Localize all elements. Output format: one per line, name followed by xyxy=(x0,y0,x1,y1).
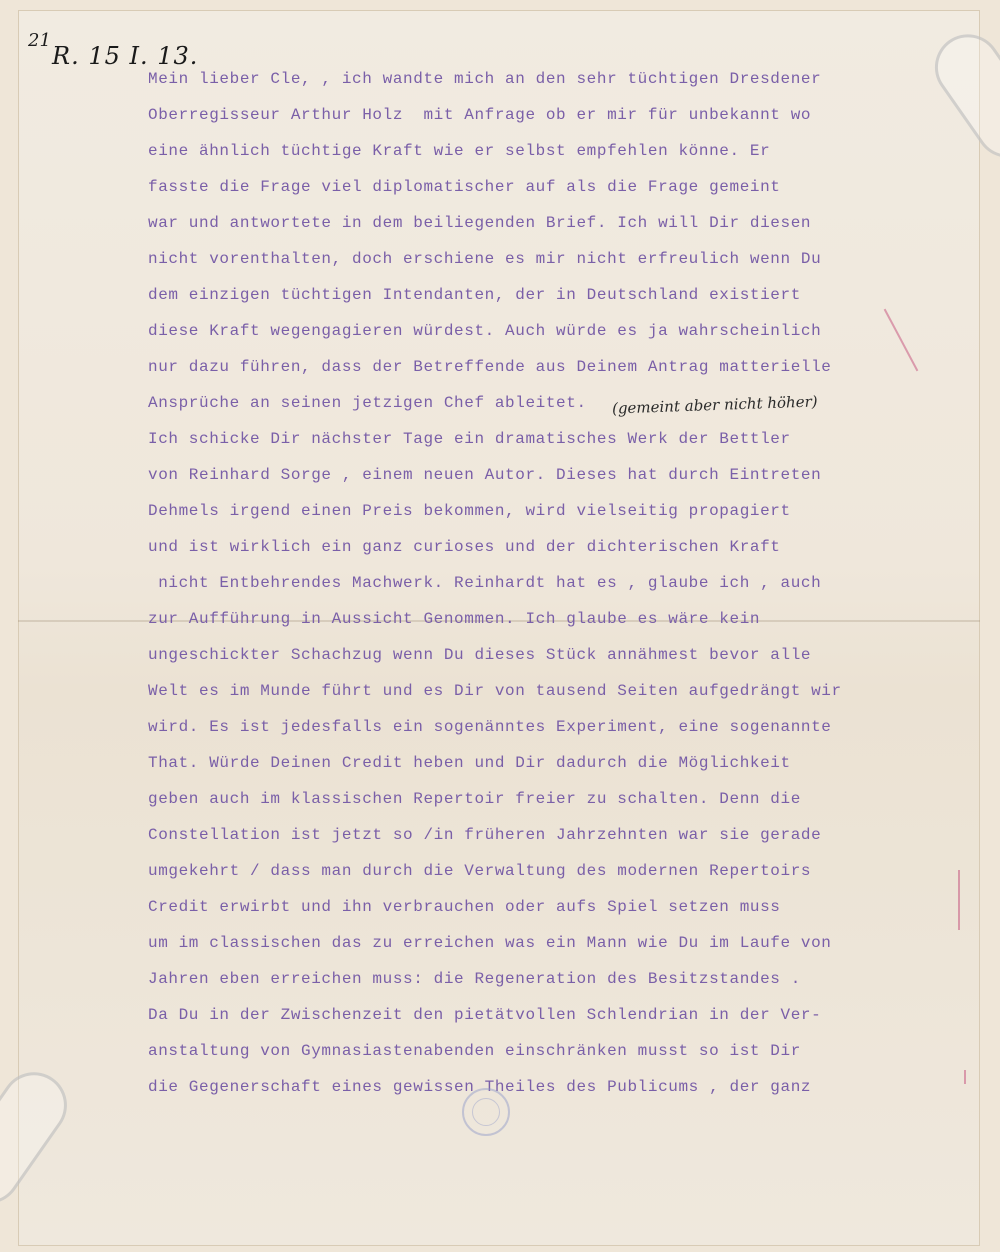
stamp-inner-ring xyxy=(472,1098,500,1126)
handwritten-insert: (gemeint aber nicht höher) xyxy=(611,392,818,418)
folio-number: 21 xyxy=(28,30,51,51)
margin-stroke xyxy=(964,1070,966,1084)
letter-line: eine ähnlich tüchtige Kraft wie er selbst empfehlen könne. Er xyxy=(148,142,771,160)
letter-line: ungeschickter Schachzug wenn Du dieses Stück annähmest bevor alle xyxy=(148,646,812,664)
letter-line: Ansprüche an seinen jetzigen Chef ableitet. xyxy=(148,394,587,412)
letter-line: Jahren eben erreichen muss: die Regeneration des Besitzstandes . xyxy=(148,970,801,988)
margin-stroke xyxy=(958,870,960,930)
letter-line: Welt es im Munde führt und es Dir von tausend Seiten aufgedrängt wir xyxy=(148,682,842,700)
letter-line: Credit erwirbt und ihn verbrauchen oder aufs Spiel setzen muss xyxy=(148,898,781,916)
letter-line: Dehmels irgend einen Preis bekommen, wird vielseitig propagiert xyxy=(148,502,791,520)
letter-line: Constellation ist jetzt so /in früheren Jahrzehnten war sie gerade xyxy=(148,826,822,844)
letter-line: Ich schicke Dir nächster Tage ein dramatisches Werk der Bettler xyxy=(148,430,791,448)
library-stamp xyxy=(462,1088,510,1136)
letter-line: um im classischen das zu erreichen was ein Mann wie Du im Laufe von xyxy=(148,934,832,952)
letter-line: zur Aufführung in Aussicht Genommen. Ich glaube es wäre kein xyxy=(148,610,761,628)
letter-line: umgekehrt / dass man durch die Verwaltung des modernen Repertoirs xyxy=(148,862,812,880)
letter-line: fasste die Frage viel diplomatischer auf als die Frage gemeint xyxy=(148,178,781,196)
letter-line: wird. Es ist jedesfalls ein sogenänntes Experiment, eine sogenannte xyxy=(148,718,832,736)
letter-line: Mein lieber Cle, , ich wandte mich an den sehr tüchtigen Dresdener xyxy=(148,70,822,88)
letter-line: dem einzigen tüchtigen Intendanten, der in Deutschland existiert xyxy=(148,286,801,304)
letter-line: und ist wirklich ein ganz curioses und der dichterischen Kraft xyxy=(148,538,781,556)
letter-line: die Gegenerschaft eines gewissen Theiles des Publicums , der ganz xyxy=(148,1078,812,1096)
letter-line: nur dazu führen, dass der Betreffende aus Deinem Antrag matterielle xyxy=(148,358,832,376)
letter-line: anstaltung von Gymnasiastenabenden einschränken musst so ist Dir xyxy=(148,1042,801,1060)
letter-line: diese Kraft wegengagieren würdest. Auch würde es ja wahrscheinlich xyxy=(148,322,822,340)
handwritten-date: R. 15 I. 13. xyxy=(52,42,199,70)
letter-line: That. Würde Deinen Credit heben und Dir dadurch die Möglichkeit xyxy=(148,754,791,772)
letter-line: war und antwortete in dem beiliegenden Brief. Ich will Dir diesen xyxy=(148,214,812,232)
letter-line: nicht vorenthalten, doch erschiene es mir nicht erfreulich wenn Du xyxy=(148,250,822,268)
letter-line: Oberregisseur Arthur Holz mit Anfrage ob er mir für unbekannt wo xyxy=(148,106,812,124)
letter-line: geben auch im klassischen Repertoir freier zu schalten. Denn die xyxy=(148,790,801,808)
letter-line: nicht Entbehrendes Machwerk. Reinhardt hat es , glaube ich , auch xyxy=(148,574,822,592)
letter-line: Da Du in der Zwischenzeit den pietätvollen Schlendrian in der Ver- xyxy=(148,1006,822,1024)
letter-line: von Reinhard Sorge , einem neuen Autor. Dieses hat durch Eintreten xyxy=(148,466,822,484)
